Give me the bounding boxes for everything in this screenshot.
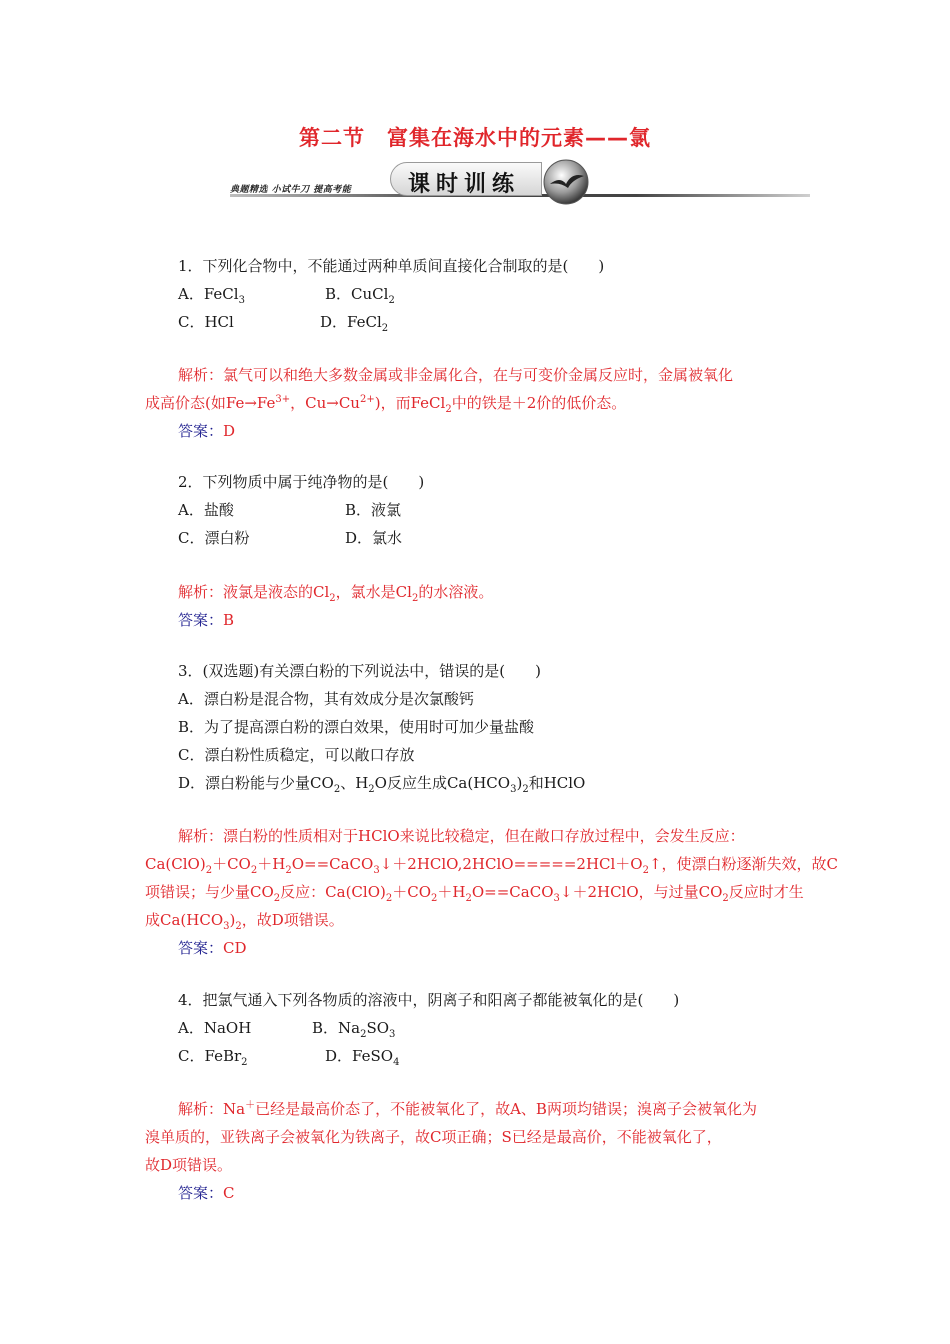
q3-option-b: B．为了提高漂白粉的漂白效果，使用时可加少量盐酸 (178, 718, 535, 736)
q4-answer: 答案：C (178, 1184, 235, 1202)
banner-slogan: 典题精选 小试牛刀 提高考能 (230, 185, 352, 195)
q1-explanation-line1: 解析：氯气可以和绝大多数金属或非金属化合，在与可变价金属反应时，金属被氧化 (178, 366, 734, 384)
banner-label: 课时训练 (408, 172, 521, 197)
q3-answer: 答案：CD (178, 939, 247, 957)
q2-answer: 答案：B (178, 611, 235, 629)
q4-explanation-line2: 溴单质的，亚铁离子会被氧化为铁离子，故C项正确；S已经是最高价，不能被氧化了， (145, 1128, 722, 1146)
q2-explanation: 解析：液氯是液态的$Cl_2$，氯水是$Cl_2$的水溶液。 (178, 583, 494, 604)
q3-option-a: A．漂白粉是混合物，其有效成分是次氯酸钙 (178, 690, 474, 708)
q2-option-b: B．液氯 (345, 501, 402, 519)
q3-option-c: C．漂白粉性质稳定，可以敞口存放 (178, 746, 415, 764)
q4-option-d: D．FeSO$_4$ (325, 1047, 400, 1068)
q1-option-a: A．FeCl$_3$ (178, 285, 245, 306)
q4-option-a: A．NaOH (178, 1019, 252, 1037)
q4-option-b: B．$Na_2SO_3$ (312, 1019, 396, 1040)
q3-explanation-line4: 成$Ca(HCO_3)_2$，故D项错误。 (145, 911, 344, 932)
q2-option-a: A．盐酸 (178, 501, 234, 519)
globe-bird-icon (542, 158, 590, 206)
q3-stem: 3．(双选题)有关漂白粉的下列说法中，错误的是( ) (178, 662, 541, 680)
q1-option-d: D．FeCl$_2$ (320, 313, 389, 334)
q1-stem: 1．下列化合物中，不能通过两种单质间直接化合制取的是( ) (178, 257, 605, 275)
q2-stem: 2．下列物质中属于纯净物的是( ) (178, 473, 425, 491)
q4-explanation-line3: 故D项错误。 (145, 1156, 233, 1174)
q1-option-c: C．HCl (178, 313, 234, 331)
q3-explanation-line1: 解析：漂白粉的性质相对于HClO来说比较稳定，但在敞口存放过程中，会发生反应： (178, 827, 745, 845)
q1-answer: 答案：D (178, 422, 236, 440)
q4-explanation-line1: 解析：Na＋已经是最高价态了，不能被氧化了，故A、B两项均错误；溴离子会被氧化为 (178, 1100, 757, 1118)
q4-option-c: C．FeBr$_2$ (178, 1047, 248, 1068)
q3-explanation-line3: 项错误；与少量$CO_2$反应：$Ca(ClO)_2+CO_2+H_2O==CaCO_3↓+2HClO$，与过量$CO_2$反应时才生 (145, 883, 804, 904)
q4-stem: 4．把氯气通入下列各物质的溶液中，阴离子和阳离子都能被氧化的是( ) (178, 991, 680, 1009)
page-title: 第二节 富集在海水中的元素——氯 (299, 126, 651, 150)
q2-option-c: C．漂白粉 (178, 529, 250, 547)
q2-option-d: D．氯水 (345, 529, 403, 547)
q1-option-b: B．CuCl$_2$ (325, 285, 395, 306)
q1-explanation-line2: 成高价态(如$Fe\to Fe^{3+}$，$Cu\to Cu^{2+}$)，而FeCl$_2$中的铁是＋2价的低价态。 (145, 394, 627, 415)
q3-option-d: D．漂白粉能与少量$CO_2$、$H_2O$反应生成$Ca(HCO_3)_2$和HClO (178, 774, 586, 795)
q3-explanation-line2: $Ca(ClO)_2+CO_2+H_2O==CaCO_3↓+2HClO,2HClO=====2HCl+O_2↑$，使漂白粉逐渐失效，故C (145, 855, 839, 876)
section-banner (230, 158, 810, 208)
